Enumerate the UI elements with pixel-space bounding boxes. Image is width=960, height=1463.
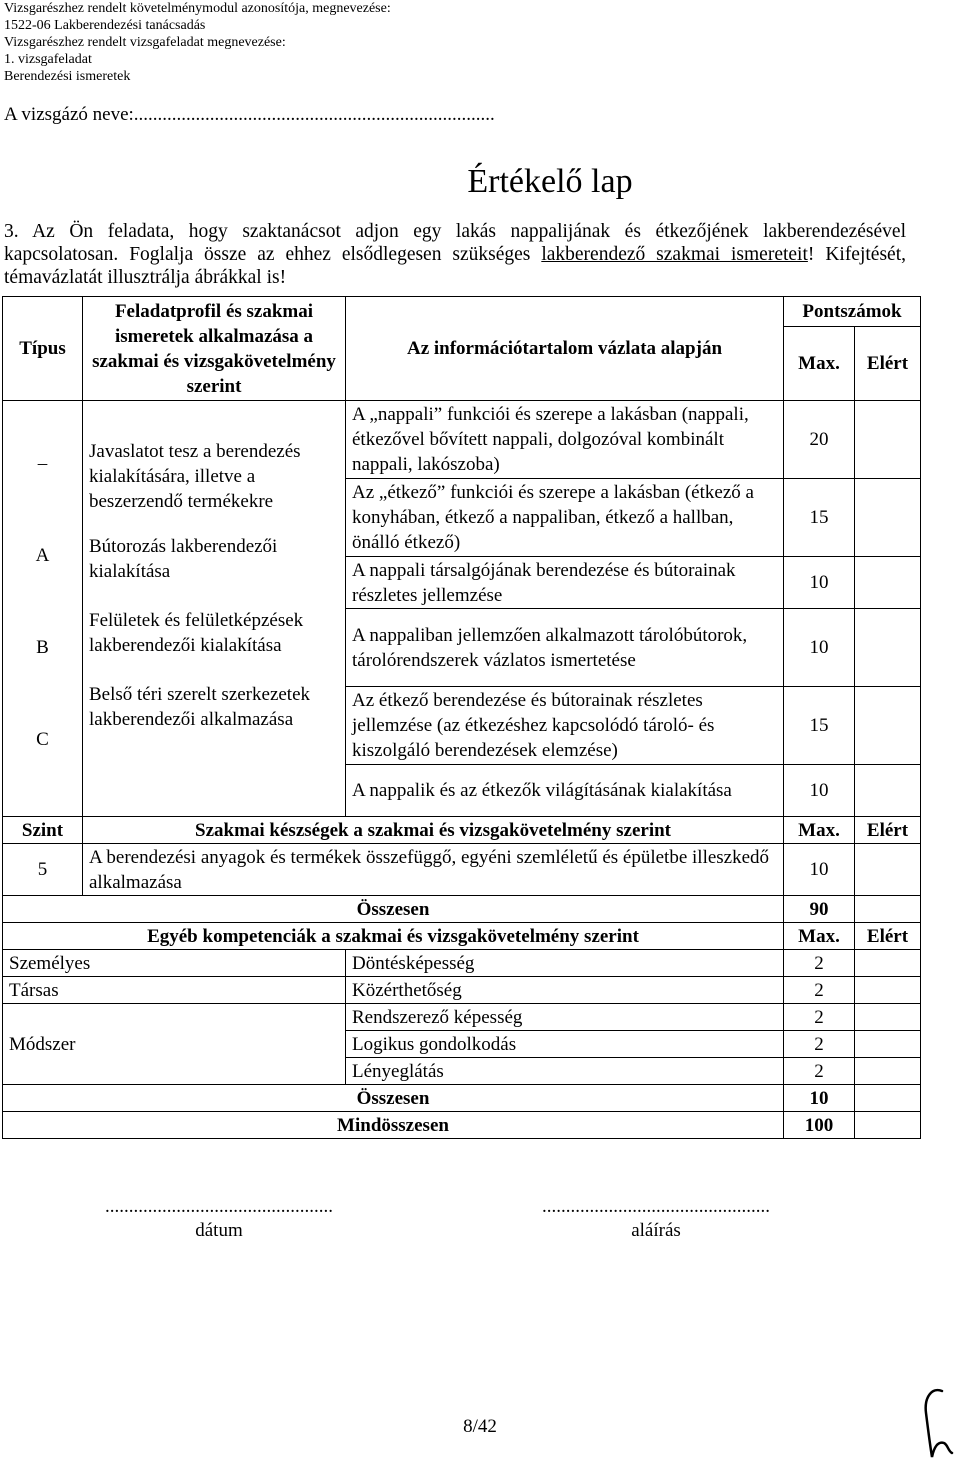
mindosszesen-elert [855, 1112, 921, 1139]
page-number: 8/42 [463, 1416, 497, 1437]
header-line: Vizsgarészhez rendelt követelménymodul azonosítója, megnevezése: [4, 1, 391, 16]
header-line: 1522-06 Lakberendezési tanácsadás [4, 18, 206, 33]
date-dots: ................................................ [105, 1196, 333, 1217]
competency-group: Társas [3, 977, 346, 1004]
document-header [4, 0, 391, 85]
skills-heading: Szakmai készségek a szakmai és vizsgakövetelmény szerint [83, 817, 784, 844]
task-text: 3. Az Ön feladata, hogy szaktanácsot adjon egy lakás nappalijának és étkezőjének lakberendezésével kapcsolatosan. Foglalja össze az ehhez elsődlegesen szükséges [4, 221, 906, 265]
info-elert [855, 401, 921, 479]
info-max: 10 [784, 765, 855, 817]
info-item: A nappalik és az étkezők világításának kialakítása [346, 765, 784, 817]
osszesen-value: 90 [784, 896, 855, 923]
info-elert [855, 765, 921, 817]
osszesen2-elert [855, 1085, 921, 1112]
competency-group: Módszer [3, 1004, 346, 1085]
sign-label: aláírás [631, 1220, 681, 1241]
competency-name: Logikus gondolkodás [346, 1031, 784, 1058]
competency-max: 2 [784, 950, 855, 977]
competency-max: 2 [784, 1031, 855, 1058]
header-max: Max. [784, 327, 855, 401]
other-elert-header: Elért [855, 923, 921, 950]
skills-max-header: Max. [784, 817, 855, 844]
osszesen2-label: Összesen [3, 1085, 784, 1112]
skill-item: Felületek és felületképzések lakberendezői kialakítása [89, 610, 304, 656]
info-elert [855, 557, 921, 609]
page-title: Értékelő lap [467, 163, 633, 200]
info-item: A nappali társalgójának berendezése és bútorainak részletes jellemzése [346, 557, 784, 609]
header-pontszamok: Pontszámok [784, 297, 921, 327]
skill-item: Belső téri szerelt szerkezetek lakberendezői alkalmazása [89, 684, 311, 730]
header-line: Vizsgarészhez rendelt vizsgafeladat megnevezése: [4, 35, 286, 50]
header-elert: Elért [855, 327, 921, 401]
competency-max: 2 [784, 1004, 855, 1031]
other-heading: Egyéb kompetenciák a szakmai és vizsgakövetelmény szerint [3, 923, 784, 950]
info-item: Az étkező berendezése és bútorainak részletes jellemzése (az étkezéshez kapcsolódó tároló- és kiszolgáló berendezések elemzése) [346, 687, 784, 765]
info-item: A „nappali” funkciói és szerepe a lakásban (nappali, étkezővel bővített nappali, dolgozóval kombinált nappali, lakószoba) [346, 401, 784, 479]
header-info: Az információtartalom vázlata alapján [346, 297, 784, 401]
competency-max: 2 [784, 977, 855, 1004]
info-elert [855, 609, 921, 687]
szint-header: Szint [3, 817, 83, 844]
competency-elert [855, 977, 921, 1004]
info-elert [855, 687, 921, 765]
competency-elert [855, 1031, 921, 1058]
osszesen-label: Összesen [3, 896, 784, 923]
date-label: dátum [195, 1220, 243, 1241]
osszesen2-value: 10 [784, 1085, 855, 1112]
info-max: 20 [784, 401, 855, 479]
examinee-name-line: A vizsgázó neve:............................................................................ [4, 104, 495, 125]
task-underlined-text: lakberendező szakmai ismereteit [541, 244, 808, 265]
competency-name: Döntésképesség [346, 950, 784, 977]
skills-elert [855, 844, 921, 896]
task-description [4, 220, 906, 289]
task-text-end: ! Kifejtését, témavázlatát illusztrálja ábrákkal is! [4, 244, 906, 288]
competency-max: 2 [784, 1058, 855, 1085]
info-item: Az „étkező” funkciói és szerepe a lakásban (étkező a konyhában, étkező a nappaliban, étkező a hallban, önálló étkező) [346, 479, 784, 557]
competency-elert [855, 950, 921, 977]
evaluation-table [2, 296, 921, 1139]
type-c: C [36, 729, 49, 750]
info-max: 15 [784, 687, 855, 765]
skills-points: 10 [784, 844, 855, 896]
handwritten-initial-icon [918, 1385, 956, 1463]
type-b: B [36, 637, 49, 658]
sign-dots: ................................................ [542, 1196, 770, 1217]
type-a: A [35, 545, 50, 566]
mindosszesen-value: 100 [784, 1112, 855, 1139]
competency-elert [855, 1004, 921, 1031]
competency-elert [855, 1058, 921, 1085]
skills-cell [83, 401, 346, 817]
skills-level: 5 [3, 844, 83, 896]
date-signature-block [88, 1195, 350, 1243]
skills-text: A berendezési anyagok és termékek összefüggő, egyéni szemléletű és épületbe illeszkedő alkalmazása [83, 844, 784, 896]
info-max: 10 [784, 609, 855, 687]
header-profile: Feladatprofil és szakmai ismeretek alkalmazása a szakmai és vizsgakövetelmény szerint [83, 297, 346, 401]
header-line: Berendezési ismeretek [4, 69, 131, 84]
competency-group: Személyes [3, 950, 346, 977]
other-max-header: Max. [784, 923, 855, 950]
sign-signature-block [525, 1195, 787, 1243]
info-max: 15 [784, 479, 855, 557]
header-line: 1. vizsgafeladat [4, 52, 92, 67]
mindosszesen-label: Mindösszesen [3, 1112, 784, 1139]
skills-elert-header: Elért [855, 817, 921, 844]
osszesen-elert [855, 896, 921, 923]
header-tipus: Típus [3, 297, 83, 401]
competency-name: Rendszerező képesség [346, 1004, 784, 1031]
info-max: 10 [784, 557, 855, 609]
skill-item: Bútorozás lakberendezői kialakítása [89, 536, 278, 582]
competency-name: Lényeglátás [346, 1058, 784, 1085]
skill-item: Javaslatot tesz a berendezés kialakítására, illetve a beszerzendő termékekre [89, 441, 301, 512]
info-elert [855, 479, 921, 557]
competency-name: Közérthetőség [346, 977, 784, 1004]
type-dash: – [37, 453, 48, 474]
types-cell [3, 401, 83, 817]
info-item: A nappaliban jellemzően alkalmazott tárolóbútorok, tárolórendszerek vázlatos ismertetése [346, 609, 784, 687]
